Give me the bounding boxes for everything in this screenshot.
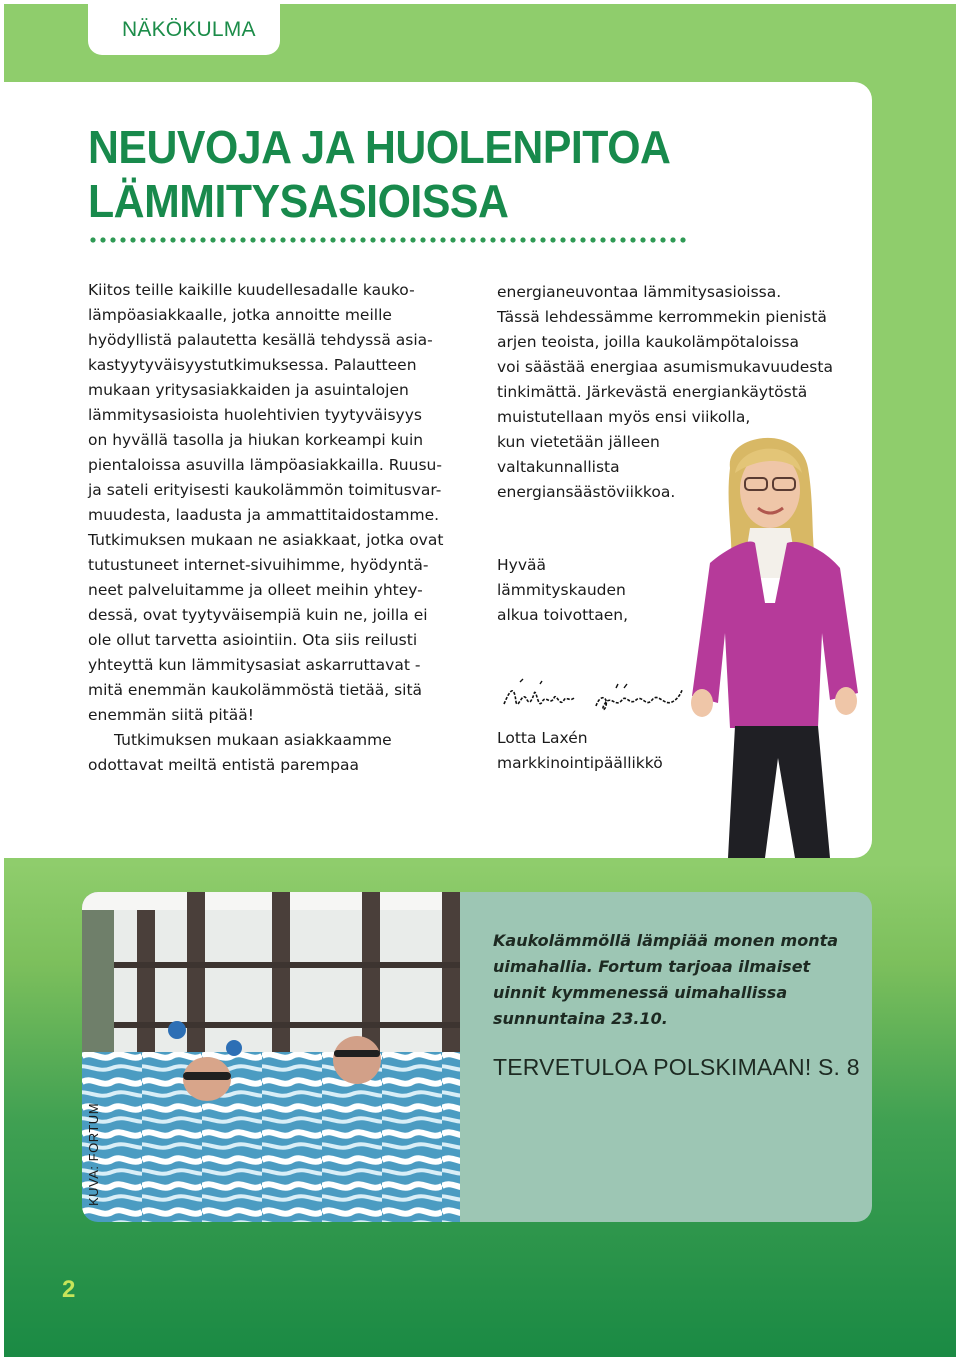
page-number: 2 [62, 1276, 76, 1303]
body-paragraph-2: Tutkimuksen mukaan asiakkaamme odottavat meiltä entistä parempaa [88, 731, 392, 774]
signer-name: Lotta Laxén [497, 729, 588, 747]
closing-greeting: Hyvää lämmityskauden alkua toivottaen, [497, 556, 629, 624]
info-box [460, 892, 872, 1222]
swimming-pool-photo [82, 892, 460, 1222]
title-line-2: LÄMMITYSASIOISSA [88, 175, 509, 227]
signer-title: markkinointipäällikkö [497, 754, 663, 772]
body-column-2 [497, 280, 847, 505]
body-paragraph-1: Kiitos teille kaikille kuudellesadalle kauko- lämpöasiakkaalle, jotka annoitte meille hyödyllistä palautetta kesällä tehdyssä asia- kastyytyväisyystutkimuksessa. Palautteen mukaan yritysasiakkaiden ja asuintalojen lämmitysasioista huolehtivien tyytyväisyys on hyvällä tasolla ja hiukan korkeampi kuin pientaloissa asuvilla lämpöasiakkailla. Ruusu- ja sateli erityisesti kaukolämmön toimitusvar- muudesta, laadusta ja ammattitaidostamme. Tutkimuksen mukaan ne asiakkaat, jotka ovat tutustuneet internet-sivuihimme, hyödyntä- neet palveluitamme ja olleet meihin yhtey- dessä, ovat tyytyväisempiä kuin ne, joilla ei ole ollut tarvetta asiointiin. Ota siis reilusti yhteyttä kun lämmitysasiat askarruttavat - mitä enemmän kaukolämmöstä tietää, sitä enemmän siitä pitää! [88, 281, 444, 724]
info-box-text: Kaukolämmöllä lämpiää monen monta uimahallia. Fortum tarjoaa ilmaiset uinnit kymmenessä uimahallissa sunnuntaina 23.10. [493, 931, 839, 1028]
section-tab-label: NÄKÖKULMA [122, 18, 256, 41]
photo-credit: KUVA: FORTUM [86, 1102, 101, 1206]
handwritten-signature [496, 672, 688, 720]
article-title [88, 120, 670, 228]
body-column-1 [88, 278, 468, 778]
section-tab [88, 4, 280, 55]
info-box-cta: TERVETULOA POLSKIMAAN! S. 8 [493, 1054, 860, 1080]
dotted-divider [88, 235, 688, 245]
body-paragraph-3: energianeuvontaa lämmitysasioissa. Tässä lehdessämme kerrommekin pienistä arjen teoista, joilla kaukolämpötaloissa voi säästää energiaa asumismukavuudesta tinkimättä. Järkevästä energiankäytöstä muistutellaan myös ensi viikolla, kun vietetään jälleen valtakunnallista energiansäästöviikkoa. [497, 283, 833, 501]
title-line-1: NEUVOJA JA HUOLENPITOA [88, 121, 671, 173]
